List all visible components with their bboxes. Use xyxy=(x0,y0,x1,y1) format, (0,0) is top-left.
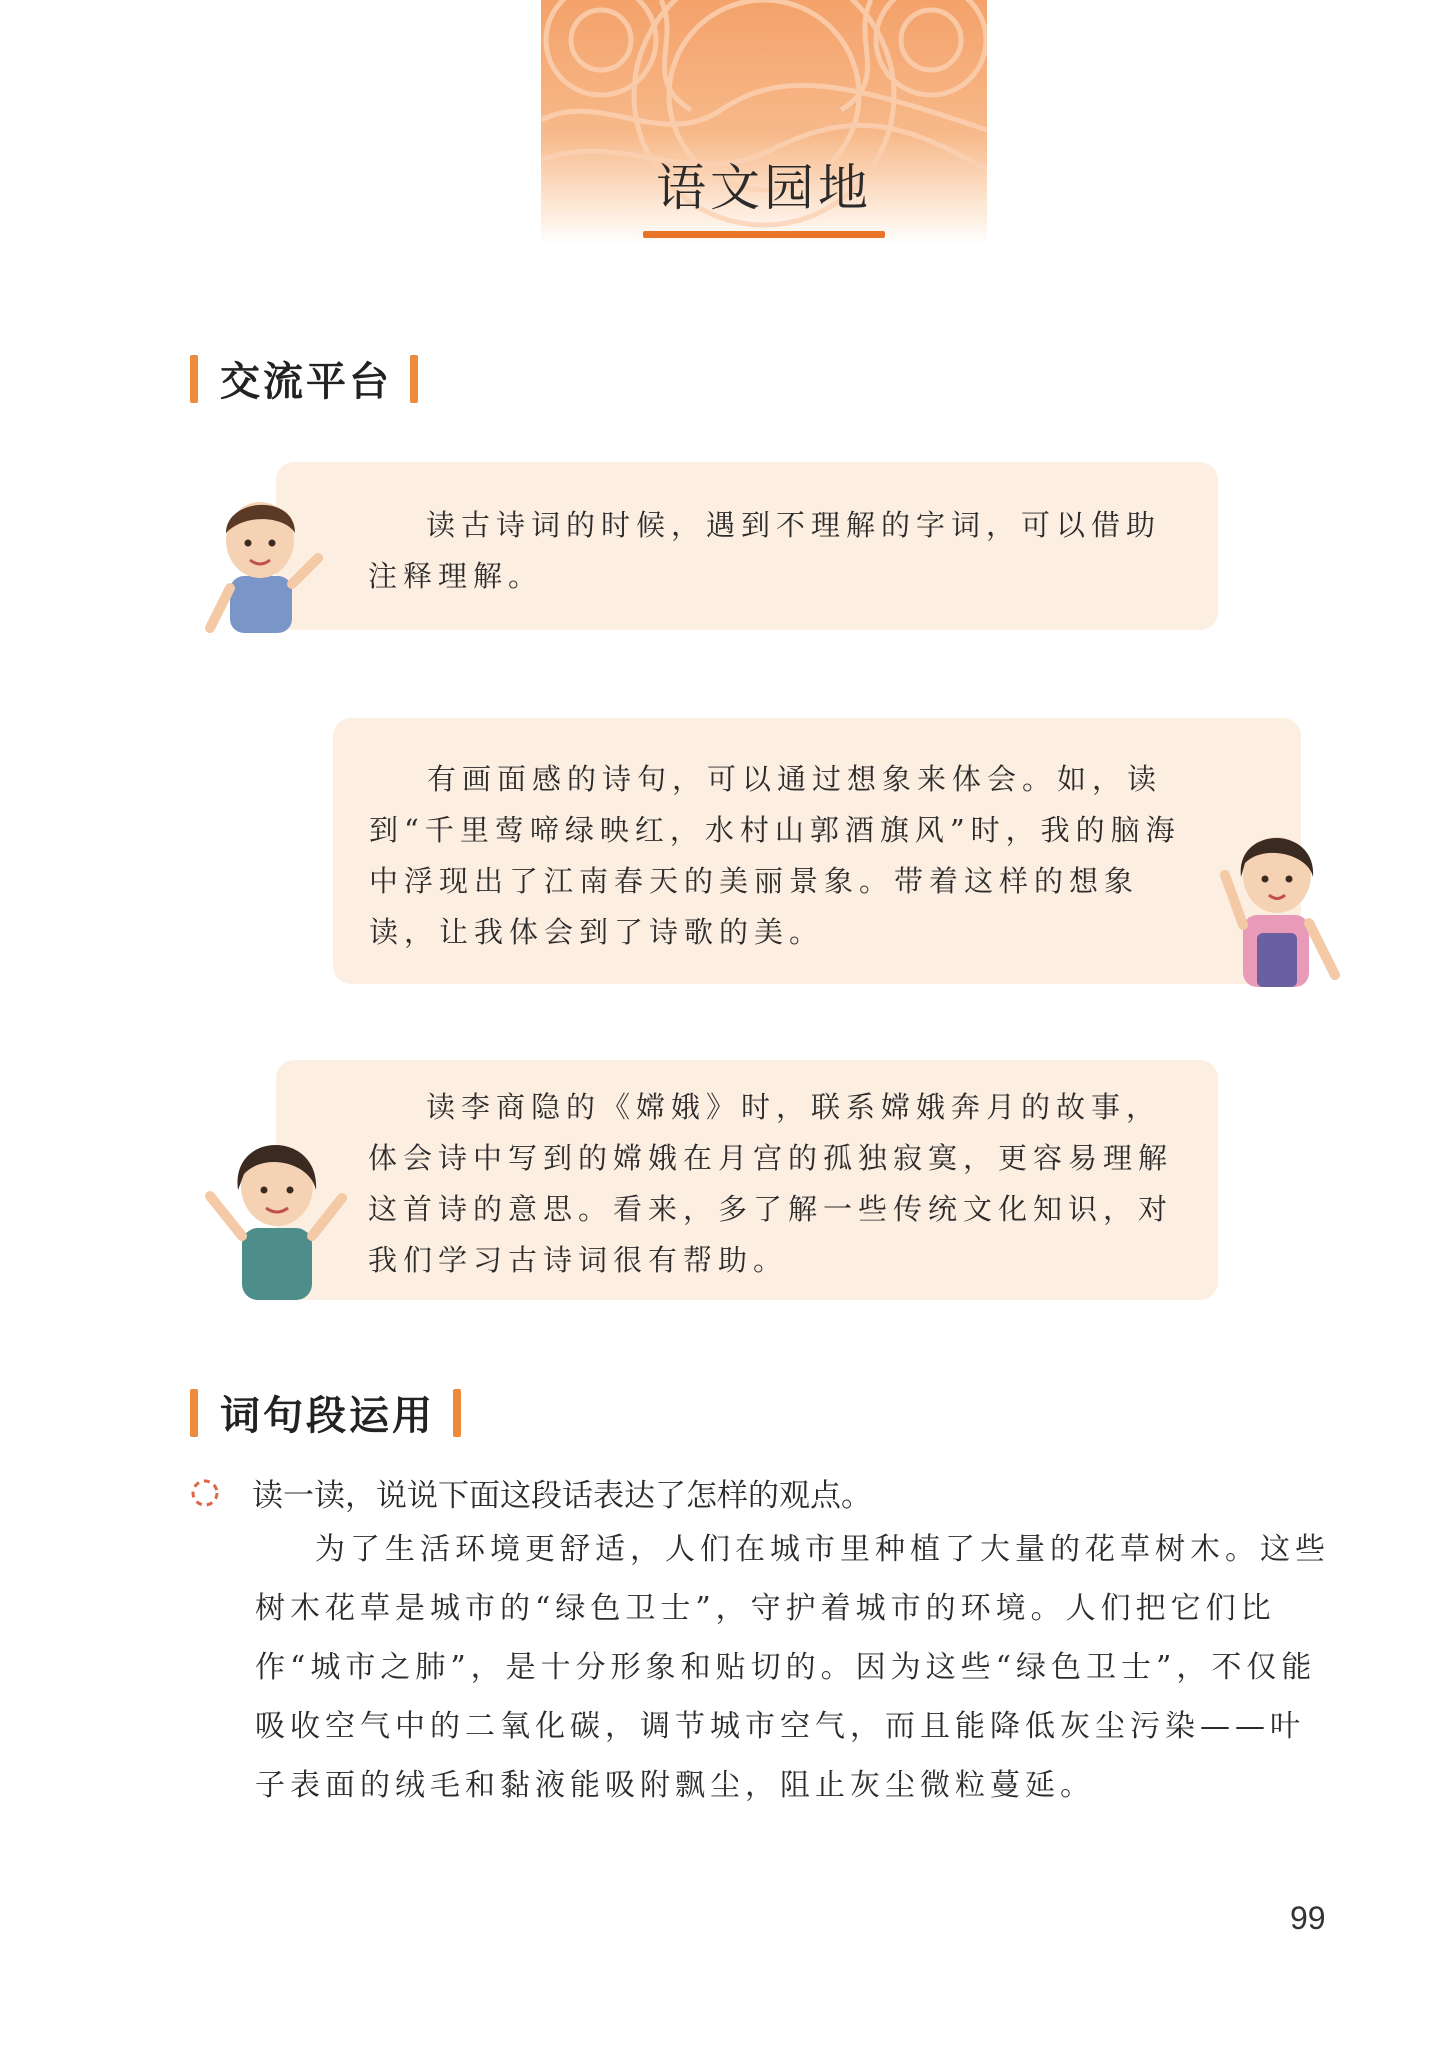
exercise-instruction xyxy=(190,1470,872,1515)
heading-bar-left xyxy=(190,1389,198,1437)
bubble-text: 读古诗词的时候，遇到不理解的字词，可以借助注释理解。 xyxy=(368,508,1162,593)
speech-bubble-2 xyxy=(333,718,1301,984)
page-number: 99 xyxy=(1290,1900,1326,1936)
boy-avatar-icon xyxy=(200,488,332,633)
page-title: 语文园地 xyxy=(656,159,872,217)
heading-bar-right xyxy=(410,355,418,403)
bubble-text: 有画面感的诗句，可以通过想象来体会。如，读到“千里莺啼绿映红，水村山郭酒旗风”时，我的脑海中浮现出了江南春天的美丽景象。带着这样的想象读，让我体会到了诗歌的美。 xyxy=(369,762,1181,949)
section-heading-usage xyxy=(190,1384,461,1441)
bubble-text: 读李商隐的《嫦娥》时，联系嫦娥奔月的故事，体会诗中写到的嫦娥在月宫的孤独寂寞，更容易理解这首诗的意思。看来，多了解一些传统文化知识，对我们学习古诗词很有帮助。 xyxy=(368,1090,1174,1277)
heading-bar-left xyxy=(190,355,198,403)
section-heading-exchange xyxy=(190,350,418,407)
dashed-circle-icon xyxy=(190,1478,220,1508)
header-banner xyxy=(541,0,987,245)
speech-bubble-1 xyxy=(276,462,1218,630)
heading-bar-right xyxy=(453,1389,461,1437)
title-underline xyxy=(643,231,885,238)
girl-avatar-icon xyxy=(1205,815,1347,987)
section-title: 词句段运用 xyxy=(220,1393,435,1439)
section-title: 交流平台 xyxy=(220,359,392,405)
exercise-passage: 为了生活环境更舒适，人们在城市里种植了大量的花草树木。这些树木花草是城市的“绿色卫士”，守护着城市的环境。人们把它们比作“城市之肺”，是十分形象和贴切的。因为这些“绿色卫士”，不仅能吸收空气中的二氧化碳，调节城市空气，而且能降低灰尘污染——叶子表面的绒毛和黏液能吸附飘尘，阻止灰尘微粒蔓延。 xyxy=(255,1532,1330,1803)
girl-avatar-2-icon xyxy=(200,1118,352,1300)
speech-bubble-3 xyxy=(276,1060,1218,1300)
instruction-text: 读一读，说说下面这段话表达了怎样的观点。 xyxy=(252,1478,872,1514)
